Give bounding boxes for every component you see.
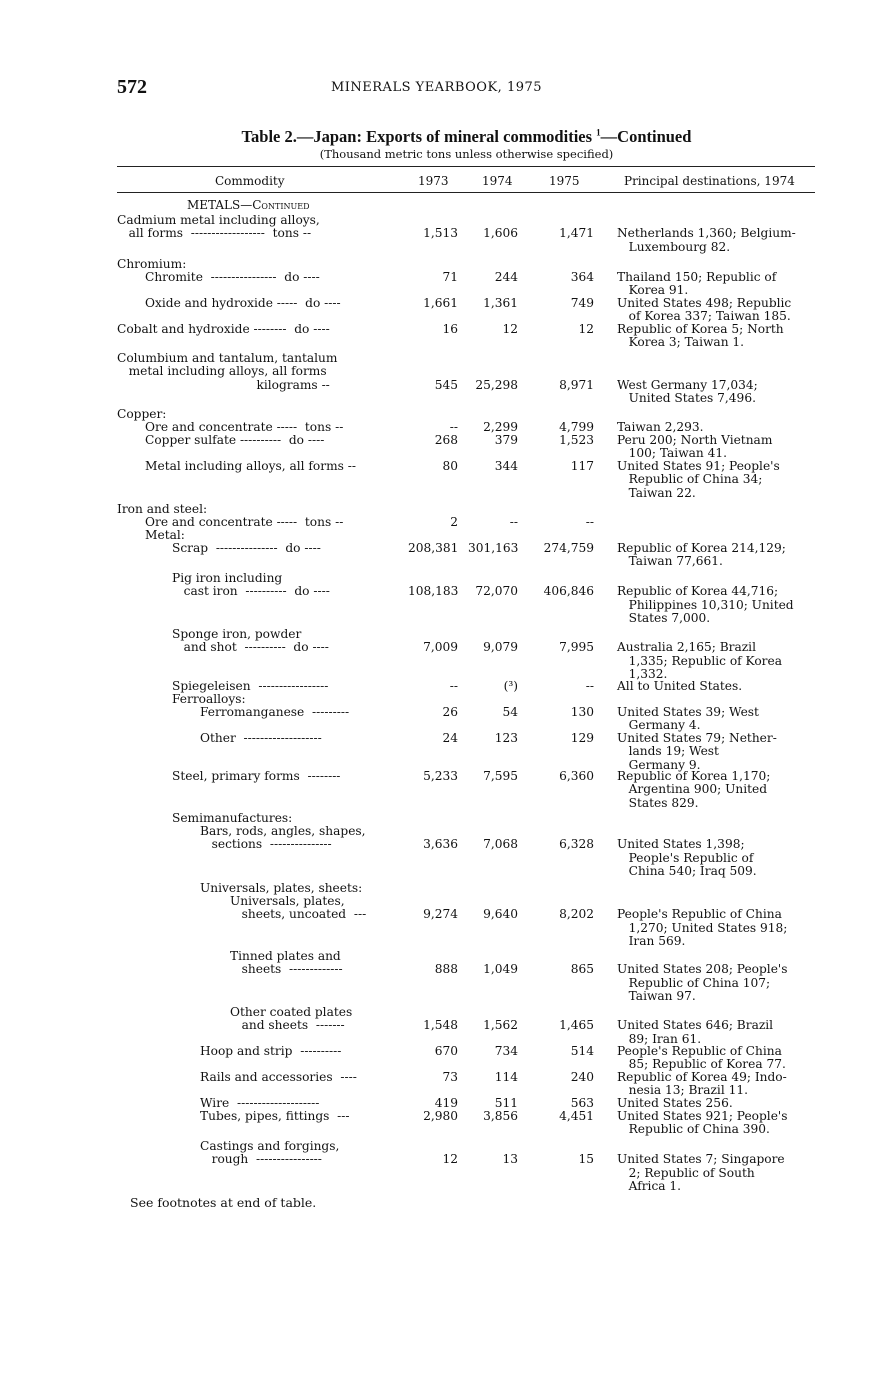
destination-line: Republic of China 390. — [617, 1122, 770, 1137]
destination-line: China 540; Iraq 509. — [617, 864, 757, 879]
value-1974: (³) — [503, 679, 518, 693]
destination-line: Republic of Korea 214,129; — [617, 541, 786, 555]
value-1975: 749 — [570, 296, 594, 310]
value-1975: 117 — [570, 459, 594, 473]
destinations-cell — [617, 379, 817, 406]
commodity-line: kilograms -- — [117, 377, 330, 392]
commodity-line: Sponge iron, powder — [172, 627, 302, 641]
table-title-suffix: —Continued — [600, 127, 692, 146]
destination-line: United States 7,496. — [617, 391, 756, 406]
value-1973: -- — [449, 420, 458, 434]
value-1973: 888 — [434, 962, 458, 977]
value-1973: 5,233 — [423, 769, 458, 783]
value-1974: 511 — [494, 1096, 518, 1110]
value-1973: 2,980 — [423, 1109, 458, 1123]
column-header-1973: 1973 — [418, 174, 449, 188]
value-1974: 301,163 — [468, 541, 519, 555]
value-1975: 274,759 — [543, 541, 594, 555]
commodity-cell — [172, 770, 340, 783]
value-1975: 1,465 — [559, 1018, 594, 1033]
commodity-cell — [200, 732, 322, 745]
value-1974: -- — [509, 515, 518, 529]
destination-line: Taiwan 77,661. — [617, 554, 723, 569]
commodity-line: Other ------------------- — [200, 731, 322, 745]
destinations-cell — [617, 1153, 817, 1193]
page-number: 572 — [117, 76, 147, 98]
value-1975: 364 — [570, 270, 594, 284]
value-1974: 1,606 — [483, 226, 518, 241]
value-1973: 71 — [442, 270, 458, 284]
commodity-cell — [200, 1071, 357, 1084]
commodity-cell — [200, 1110, 350, 1123]
value-1973: 9,274 — [423, 907, 458, 922]
value-1974: 1,361 — [483, 296, 518, 310]
value-1973: 268 — [434, 433, 458, 447]
commodity-line: Oxide and hydroxide ----- do ---- — [145, 296, 341, 310]
destination-line: Republic of China 107; — [617, 975, 771, 990]
value-1975: 7,995 — [559, 640, 594, 655]
table-subtitle: (Thousand metric tons unless otherwise specified) — [319, 147, 614, 161]
destination-line: Netherlands 1,360; Belgium- — [617, 226, 796, 241]
commodity-cell — [200, 1045, 341, 1058]
destination-line: United States 646; Brazil — [617, 1018, 774, 1033]
destination-line: Iran 569. — [617, 934, 686, 949]
commodity-line: Copper: — [117, 407, 167, 421]
destinations-cell — [617, 963, 817, 1003]
value-1975: -- — [585, 679, 594, 693]
commodity-line: Copper sulfate ---------- do ---- — [145, 433, 325, 447]
commodity-cell — [117, 323, 330, 336]
value-1974: 3,856 — [483, 1109, 518, 1123]
commodity-line: Bars, rods, angles, shapes, — [200, 824, 366, 838]
commodity-line: Wire -------------------- — [200, 1096, 320, 1110]
value-1974: 54 — [502, 705, 518, 719]
commodity-line: cast iron ---------- do ---- — [172, 584, 330, 599]
value-1973: 2 — [450, 515, 458, 529]
value-1973: 24 — [442, 731, 458, 745]
commodity-line: Metal: — [145, 528, 185, 542]
commodity-cell — [230, 950, 343, 977]
value-1974: 1,049 — [483, 962, 518, 977]
value-1973: 1,548 — [423, 1018, 458, 1033]
commodity-line: sections --------------- — [200, 837, 332, 852]
destination-line: West Germany 17,034; — [617, 377, 758, 392]
value-1974: 244 — [494, 270, 518, 284]
value-1973: 80 — [442, 459, 458, 473]
destination-line: United States 79; Nether- — [617, 731, 777, 745]
value-1975: 1,523 — [559, 433, 594, 447]
commodity-cell — [230, 1006, 352, 1033]
commodity-line: metal including alloys, all forms — [117, 364, 327, 379]
value-1975: 15 — [578, 1152, 594, 1167]
commodity-line: Metal including alloys, all forms -- — [145, 459, 356, 473]
value-1975: 6,328 — [559, 837, 594, 852]
value-1975: 406,846 — [543, 584, 594, 599]
commodity-line: Tinned plates and — [230, 949, 341, 963]
value-1974: 7,068 — [483, 837, 518, 852]
value-1973: 208,381 — [408, 541, 459, 555]
commodity-line: Tubes, pipes, fittings --- — [200, 1109, 350, 1123]
destination-line: 89; Iran 61. — [617, 1031, 702, 1046]
destination-line: of Korea 337; Taiwan 185. — [617, 309, 791, 324]
destination-line: nesia 13; Brazil 11. — [617, 1083, 748, 1098]
destination-line: Republic of Korea 49; Indo- — [617, 1070, 787, 1084]
destination-line: United States 91; People's — [617, 459, 780, 473]
destination-line: Philippines 10,310; United — [617, 597, 794, 612]
value-1974: 379 — [494, 433, 518, 447]
value-1974: 25,298 — [475, 377, 518, 392]
value-1973: 26 — [442, 705, 458, 719]
value-1975: 514 — [570, 1044, 594, 1058]
commodity-line: Other coated plates — [230, 1005, 353, 1019]
value-1975: 865 — [570, 962, 594, 977]
destinations-cell — [617, 271, 817, 298]
destination-line: United States 498; Republic — [617, 296, 792, 310]
commodity-line: all forms ------------------ tons -- — [117, 226, 312, 241]
destinations-cell — [617, 1045, 817, 1072]
value-1973: 108,183 — [408, 584, 459, 599]
destinations-cell — [617, 732, 817, 772]
destination-line: Korea 3; Taiwan 1. — [617, 335, 745, 350]
commodity-cell — [172, 542, 321, 555]
destination-line: 100; Taiwan 41. — [617, 446, 728, 461]
commodity-line: Universals, plates, — [230, 894, 345, 908]
destination-line: States 829. — [617, 795, 699, 810]
destinations-cell — [617, 680, 817, 693]
commodity-cell — [145, 460, 356, 473]
value-1975: 1,471 — [559, 226, 594, 241]
destination-line: United States 256. — [617, 1096, 733, 1110]
destination-line: Germany 4. — [617, 718, 701, 733]
commodity-line: and shot ---------- do ---- — [172, 640, 329, 655]
value-1974: 9,079 — [483, 640, 518, 655]
destinations-cell — [617, 838, 817, 878]
commodity-line: Ore and concentrate ----- tons -- — [145, 515, 344, 529]
commodity-cell — [145, 434, 324, 447]
destinations-cell — [617, 323, 817, 350]
destination-line: United States 1,398; — [617, 837, 745, 852]
destination-line: Argentina 900; United — [617, 782, 768, 797]
value-1975: 8,971 — [559, 377, 594, 392]
table-title-text: Table 2.—Japan: Exports of mineral commodities — [241, 127, 597, 146]
commodity-line: Ore and concentrate ----- tons -- — [145, 420, 344, 434]
value-1974: 1,562 — [483, 1018, 518, 1033]
commodity-line: Steel, primary forms -------- — [172, 769, 341, 783]
commodity-cell — [200, 706, 349, 719]
value-1974: 72,070 — [475, 584, 518, 599]
destinations-cell — [617, 1110, 817, 1137]
destination-line: Republic of Korea 1,170; — [617, 769, 771, 783]
commodity-cell — [200, 825, 366, 852]
table-header-rule — [117, 192, 815, 193]
commodity-line: rough ---------------- — [200, 1152, 322, 1167]
value-1974: 2,299 — [483, 420, 518, 434]
footnote-reference: See footnotes at end of table. — [130, 1195, 317, 1210]
table-top-rule — [117, 166, 815, 167]
value-1973: 1,513 — [423, 226, 458, 241]
value-1973: 419 — [434, 1096, 458, 1110]
value-1974: 13 — [502, 1152, 518, 1167]
value-1974: 734 — [494, 1044, 518, 1058]
commodity-line: and sheets ------- — [230, 1018, 345, 1033]
destinations-cell — [617, 908, 817, 948]
value-1973: 16 — [442, 322, 458, 336]
commodity-cell — [230, 895, 366, 922]
destination-line: 1,332. — [617, 667, 668, 682]
destination-line: Australia 2,165; Brazil — [617, 640, 756, 655]
column-header-commodity: Commodity — [215, 174, 285, 188]
value-1974: 9,640 — [483, 907, 518, 922]
commodity-line: Spiegeleisen ----------------- — [172, 679, 329, 693]
value-1975: 129 — [570, 731, 594, 745]
destinations-cell — [617, 585, 817, 625]
destination-line: Republic of China 34; — [617, 472, 763, 487]
destination-line: United States 39; West — [617, 705, 759, 719]
destination-line: Luxembourg 82. — [617, 239, 731, 254]
destination-line: United States 208; People's — [617, 962, 788, 977]
destination-line: Germany 9. — [617, 757, 701, 772]
value-1974: 12 — [502, 322, 518, 336]
commodity-line: sheets, uncoated --- — [230, 907, 367, 922]
value-1973: 7,009 — [423, 640, 458, 655]
commodity-line: Semimanufactures: — [172, 811, 293, 825]
commodity-cell — [117, 214, 320, 241]
commodity-line: Cobalt and hydroxide -------- do ---- — [117, 322, 330, 336]
value-1973: 73 — [442, 1070, 458, 1084]
destination-line: Republic of Korea 44,716; — [617, 584, 779, 599]
destination-line: Taiwan 2,293. — [617, 420, 704, 434]
value-1973: 545 — [434, 377, 458, 392]
destination-line: People's Republic of China — [617, 907, 782, 922]
destinations-cell — [617, 706, 817, 733]
commodity-line: Castings and forgings, — [200, 1139, 340, 1153]
destinations-cell — [617, 542, 817, 569]
destination-line: Africa 1. — [617, 1179, 682, 1194]
commodity-line: Columbium and tantalum, tantalum — [117, 351, 338, 365]
commodity-cell — [145, 271, 320, 284]
commodity-line: Pig iron including — [172, 571, 283, 585]
destination-line: United States 921; People's — [617, 1109, 788, 1123]
section-label: METALS—Continued — [187, 198, 310, 212]
value-1973: 670 — [434, 1044, 458, 1058]
destination-line: 1,270; United States 918; — [617, 920, 788, 935]
commodity-line: Rails and accessories ---- — [200, 1070, 357, 1084]
destination-line: 1,335; Republic of Korea — [617, 653, 782, 668]
destination-line: People's Republic of China — [617, 1044, 782, 1058]
destination-line: United States 7; Singapore — [617, 1152, 785, 1167]
destinations-cell — [617, 297, 817, 324]
commodity-cell — [145, 297, 341, 310]
commodity-line: Cadmium metal including alloys, — [117, 213, 320, 227]
value-1974: 123 — [494, 731, 518, 745]
value-1975: 130 — [570, 705, 594, 719]
column-header-1975: 1975 — [549, 174, 580, 188]
column-header-destinations: Principal destinations, 1974 — [624, 174, 795, 188]
value-1975: 8,202 — [559, 907, 594, 922]
value-1973: 3,636 — [423, 837, 458, 852]
value-1973: 12 — [442, 1152, 458, 1167]
table-title — [0, 127, 873, 147]
value-1974: 344 — [494, 459, 518, 473]
commodity-line: sheets ------------- — [230, 962, 343, 977]
destinations-cell — [617, 460, 817, 500]
value-1975: 563 — [570, 1096, 594, 1110]
destinations-cell — [617, 770, 817, 810]
destination-line: lands 19; West — [617, 744, 719, 759]
value-1973: 1,661 — [423, 296, 458, 310]
destinations-cell — [617, 1071, 817, 1098]
commodity-cell — [117, 352, 337, 392]
destination-line: Taiwan 97. — [617, 989, 696, 1004]
destination-line: Taiwan 22. — [617, 485, 696, 500]
value-1973: -- — [449, 679, 458, 693]
commodity-line: Chromite ---------------- do ---- — [145, 270, 320, 284]
destinations-cell — [617, 227, 817, 254]
destinations-cell — [617, 1019, 817, 1046]
destination-line: 2; Republic of South — [617, 1165, 755, 1180]
destination-line: People's Republic of — [617, 850, 754, 865]
table-title-footnote-mark: 1 — [596, 127, 601, 138]
commodity-line: Hoop and strip ---------- — [200, 1044, 342, 1058]
commodity-line: Ferromanganese --------- — [200, 705, 350, 719]
destination-line: Korea 91. — [617, 283, 689, 298]
commodity-cell — [200, 1140, 339, 1167]
destination-line: Peru 200; North Vietnam — [617, 433, 773, 447]
value-1975: -- — [585, 515, 594, 529]
destination-line: All to United States. — [617, 679, 743, 693]
destination-line: 85; Republic of Korea 77. — [617, 1057, 786, 1072]
destinations-cell — [617, 434, 817, 461]
commodity-line: Iron and steel: — [117, 502, 208, 516]
value-1975: 12 — [578, 322, 594, 336]
commodity-line: Chromium: — [117, 257, 187, 271]
value-1975: 4,451 — [559, 1109, 594, 1123]
value-1974: 114 — [494, 1070, 518, 1084]
commodity-line: Ferroalloys: — [172, 692, 246, 706]
column-header-1974: 1974 — [482, 174, 513, 188]
destinations-cell — [617, 641, 817, 681]
commodity-line: Scrap --------------- do ---- — [172, 541, 321, 555]
value-1975: 6,360 — [559, 769, 594, 783]
commodity-cell — [172, 572, 330, 599]
running-title: MINERALS YEARBOOK, 1975 — [330, 80, 543, 95]
destination-line: Thailand 150; Republic of — [617, 270, 777, 284]
value-1975: 4,799 — [559, 420, 594, 434]
value-1974: 7,595 — [483, 769, 518, 783]
destination-line: States 7,000. — [617, 611, 711, 626]
commodity-line: Universals, plates, sheets: — [200, 881, 363, 895]
commodity-cell — [172, 628, 329, 655]
destination-line: Republic of Korea 5; North — [617, 322, 784, 336]
value-1975: 240 — [570, 1070, 594, 1084]
